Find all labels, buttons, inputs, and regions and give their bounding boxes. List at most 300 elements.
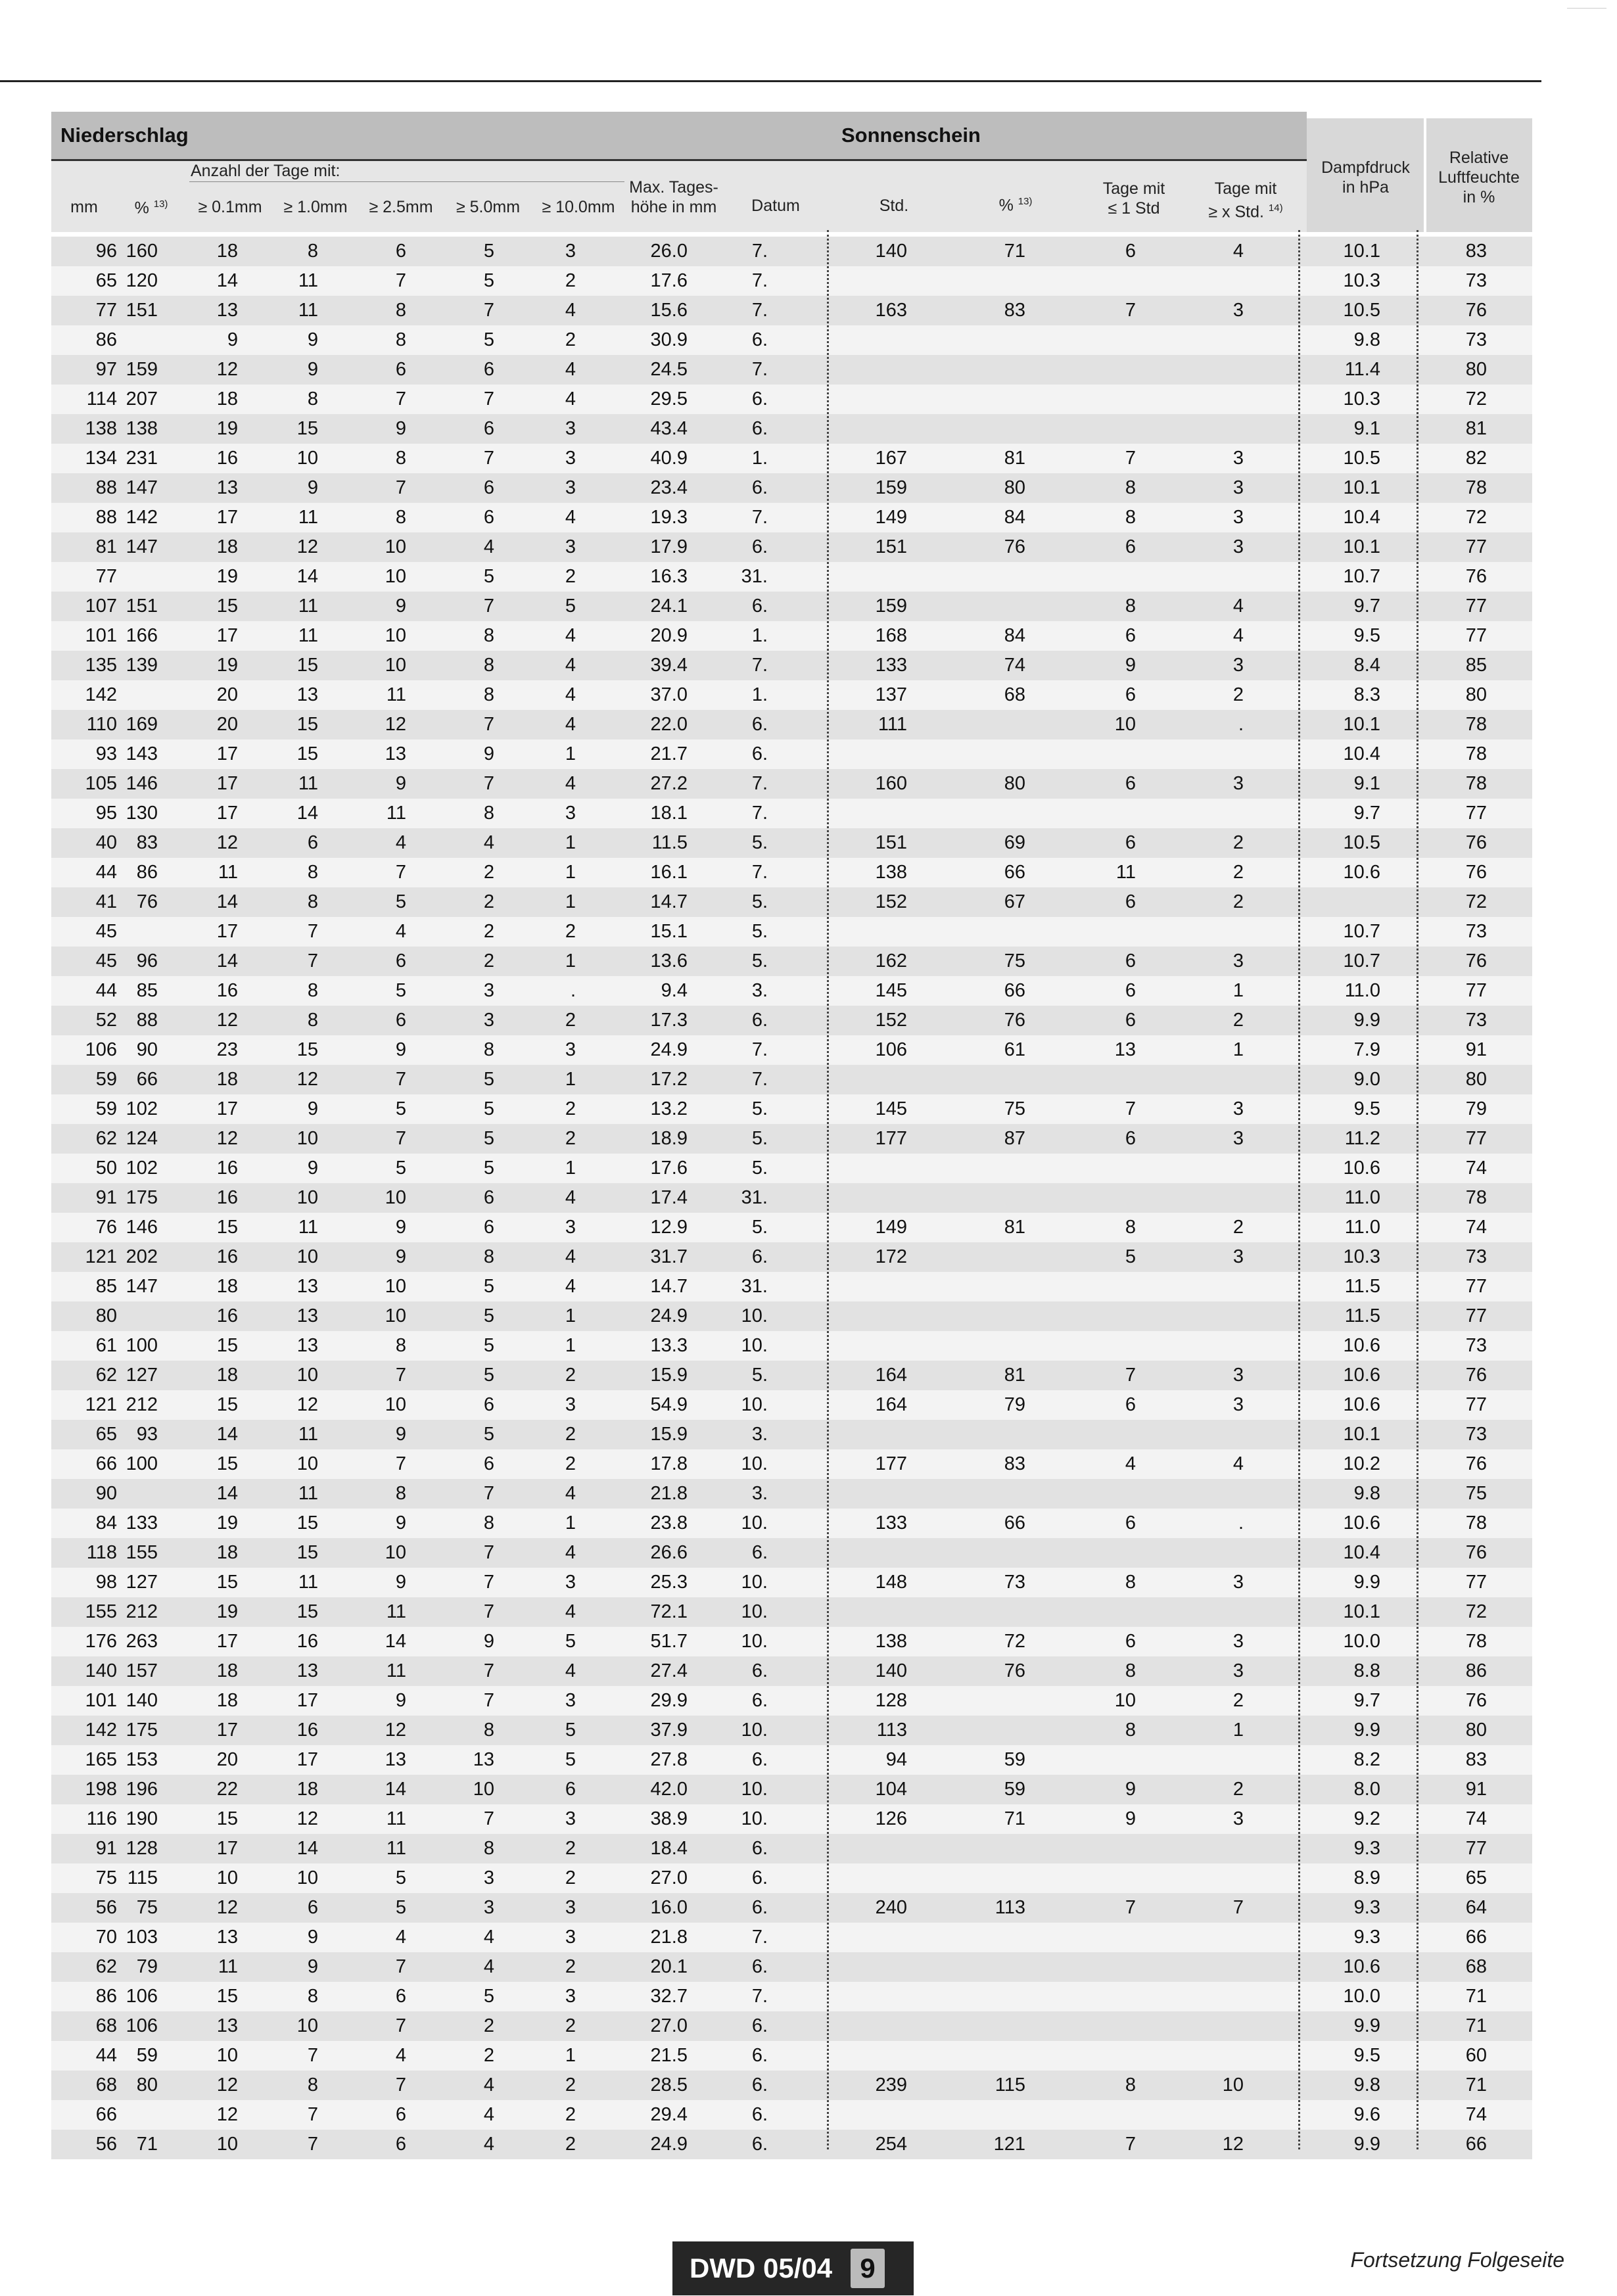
- cell-max: 72.1: [650, 1601, 688, 1622]
- cell-dampfdruck: 10.1: [1343, 241, 1380, 262]
- cell-datum: 7.: [751, 655, 768, 676]
- cell-tage-gex: 1: [1232, 1039, 1244, 1060]
- table-row: [51, 1449, 1532, 1479]
- cell-pct-sun: 76: [1004, 1010, 1025, 1031]
- cell-tage-gex: [1165, 2011, 1244, 2041]
- cell-ge1: 7: [307, 2104, 318, 2125]
- cell-datum: 7.: [751, 773, 768, 794]
- cell-tage-le1: 6: [1125, 1394, 1136, 1415]
- cell-datum: 6.: [751, 477, 768, 498]
- cell-pct: 83: [136, 832, 158, 853]
- cell-ge25: 9: [395, 1572, 406, 1593]
- cell-luftfeuchte: 73: [1465, 270, 1487, 291]
- cell-tage-le1: 8: [1125, 1660, 1136, 1681]
- cell-std: 172: [875, 1246, 907, 1267]
- cell-luftfeuchte: 73: [1465, 1010, 1487, 1031]
- cell-tage-le1: [1057, 1154, 1136, 1183]
- cell-dampfdruck: 10.0: [1343, 1986, 1380, 2007]
- cell-tage-le1: 4: [1125, 1453, 1136, 1474]
- cell-max: 54.9: [650, 1394, 688, 1415]
- cell-ge01: 15: [216, 1453, 238, 1474]
- cell-ge5: 7: [483, 1483, 494, 1504]
- cell-tage-le1: 8: [1125, 1217, 1136, 1238]
- cell-max: 27.4: [650, 1660, 688, 1681]
- cell-datum: 6.: [751, 596, 768, 617]
- cell-pct-sun: [940, 1183, 1025, 1213]
- cell-std: 164: [875, 1365, 907, 1386]
- cell-pct-sun: [940, 1923, 1025, 1952]
- cell-ge1: 15: [296, 418, 318, 439]
- cell-pct: 263: [126, 1631, 158, 1652]
- cell-std: 151: [875, 536, 907, 557]
- cell-tage-gex: [1165, 2041, 1244, 2071]
- cell-luftfeuchte: 72: [1465, 507, 1487, 528]
- cell-pct-sun: 80: [1004, 477, 1025, 498]
- cell-mm: 44: [95, 2045, 117, 2066]
- cell-pct-sun: 79: [1004, 1394, 1025, 1415]
- cell-std: 162: [875, 950, 907, 972]
- cell-dampfdruck: 7.9: [1353, 1039, 1380, 1060]
- cell-ge10: 1: [565, 2045, 576, 2066]
- cell-ge01: 18: [216, 388, 238, 410]
- cell-datum: 5.: [751, 950, 768, 972]
- cell-tage-le1: 8: [1125, 596, 1136, 617]
- cell-ge25: 9: [395, 773, 406, 794]
- cell-std: 145: [875, 1098, 907, 1119]
- cell-std: 151: [875, 832, 907, 853]
- cell-dampfdruck: [1288, 887, 1380, 917]
- cell-ge1: 9: [307, 1158, 318, 1179]
- cell-max: 24.9: [650, 2134, 688, 2155]
- cell-tage-gex: [1165, 1479, 1244, 1509]
- table-row: [51, 621, 1532, 651]
- table-row: [51, 1982, 1532, 2011]
- cell-pct: 175: [126, 1187, 158, 1208]
- cell-mm: 86: [95, 329, 117, 350]
- cell-ge01: 18: [216, 1365, 238, 1386]
- cell-ge1: 11: [298, 596, 318, 617]
- cell-ge1: 12: [296, 1808, 318, 1829]
- cell-tage-gex: 3: [1232, 507, 1244, 528]
- cell-max: 25.3: [650, 1572, 688, 1593]
- cell-ge01: 17: [216, 1098, 238, 1119]
- cell-max: 37.0: [650, 684, 688, 705]
- cell-tage-gex: [1165, 1863, 1244, 1893]
- cell-pct-sun: [940, 1716, 1025, 1745]
- cell-max: 21.7: [650, 743, 688, 764]
- cell-tage-gex: 2: [1232, 1690, 1244, 1711]
- cell-dampfdruck: 10.3: [1343, 270, 1380, 291]
- cell-dampfdruck: 9.7: [1353, 596, 1380, 617]
- cell-pct: 146: [126, 1217, 158, 1238]
- table-row: [51, 799, 1532, 828]
- cell-ge1: 11: [298, 1217, 318, 1238]
- cell-pct-sun: [940, 592, 1025, 621]
- cell-ge5: 8: [483, 1512, 494, 1534]
- cell-pct-sun: 76: [1004, 1660, 1025, 1681]
- cell-tage-le1: [1057, 414, 1136, 444]
- cell-luftfeuchte: 72: [1465, 1601, 1487, 1622]
- cell-tage-gex: 2: [1232, 1010, 1244, 1031]
- cell-luftfeuchte: 71: [1465, 2074, 1487, 2096]
- cell-datum: 1.: [751, 684, 768, 705]
- table-row: [51, 858, 1532, 887]
- header-tage-gex: Tage mit ≥ x Std. $^{14)}$: [1208, 179, 1283, 222]
- cell-std: 177: [875, 1128, 907, 1149]
- cell-tage-gex: 3: [1232, 300, 1244, 321]
- cell-ge5: 4: [483, 2104, 494, 2125]
- cell-ge10: 4: [565, 359, 576, 380]
- cell-ge5: 7: [483, 1572, 494, 1593]
- cell-luftfeuchte: 66: [1465, 1927, 1487, 1948]
- cell-mm: 116: [86, 1808, 117, 1829]
- cell-pct: 100: [126, 1335, 158, 1356]
- table-row: [51, 532, 1532, 562]
- cell-tage-gex: [1165, 2100, 1244, 2130]
- cell-ge10: 2: [565, 1838, 576, 1859]
- table-row: [51, 1775, 1532, 1804]
- cell-ge10: 4: [565, 625, 576, 646]
- cell-max: 13.6: [650, 950, 688, 972]
- table-row: [51, 1716, 1532, 1745]
- cell-ge1: 14: [296, 803, 318, 824]
- cell-tage-le1: 6: [1125, 684, 1136, 705]
- cell-ge25: 6: [395, 359, 406, 380]
- cell-ge25: 6: [395, 2134, 406, 2155]
- cell-datum: 6.: [751, 1542, 768, 1563]
- table-row: [51, 325, 1532, 355]
- cell-max: 21.8: [650, 1927, 688, 1948]
- cell-std: 133: [875, 1512, 907, 1534]
- cell-std: [822, 1183, 907, 1213]
- cell-dampfdruck: 10.1: [1343, 1424, 1380, 1445]
- cell-pct: 212: [126, 1394, 158, 1415]
- header-luftfeuchte: Relative Luftfeuchte in %: [1438, 149, 1520, 206]
- cell-ge10: 3: [565, 1039, 576, 1060]
- cell-tage-gex: [1165, 266, 1244, 296]
- cell-ge1: 14: [296, 566, 318, 587]
- cell-ge10: 3: [565, 448, 576, 469]
- table-row: [51, 592, 1532, 621]
- cell-mm: 59: [95, 1098, 117, 1119]
- cell-ge1: 17: [296, 1690, 318, 1711]
- cell-max: 24.5: [650, 359, 688, 380]
- cell-ge5: 6: [483, 507, 494, 528]
- cell-mm: 50: [95, 1158, 117, 1179]
- cell-tage-le1: 6: [1125, 832, 1136, 853]
- cell-ge10: 3: [565, 1690, 576, 1711]
- cell-luftfeuchte: 77: [1465, 1305, 1487, 1326]
- cell-ge5: 5: [483, 1986, 494, 2007]
- cell-ge01: 14: [216, 1483, 238, 1504]
- cell-datum: 10.: [741, 1394, 768, 1415]
- cell-tage-le1: [1057, 1538, 1136, 1568]
- cell-luftfeuchte: 74: [1465, 1158, 1487, 1179]
- header-ge5: ≥ 5.0mm: [456, 198, 521, 216]
- table-row: [51, 976, 1532, 1006]
- cell-pct: [99, 562, 158, 592]
- cell-mm: 44: [95, 862, 117, 883]
- cell-ge10: 1: [565, 891, 576, 912]
- cell-ge01: 15: [216, 1572, 238, 1593]
- cell-std: 145: [875, 980, 907, 1001]
- table-row: [51, 917, 1532, 947]
- cell-pct: 155: [126, 1542, 158, 1563]
- table-row: [51, 680, 1532, 710]
- cell-pct-sun: [940, 799, 1025, 828]
- cell-pct-sun: 71: [1004, 241, 1025, 262]
- cell-tage-gex: 3: [1232, 655, 1244, 676]
- table-row: [51, 296, 1532, 325]
- cell-ge01: 17: [216, 1838, 238, 1859]
- footer-badge: [672, 2241, 914, 2295]
- cell-datum: 1.: [751, 625, 768, 646]
- cell-ge5: 7: [483, 448, 494, 469]
- cell-ge01: 13: [216, 477, 238, 498]
- cell-ge10: 1: [565, 950, 576, 972]
- cell-luftfeuchte: 72: [1465, 891, 1487, 912]
- cell-tage-le1: [1057, 1745, 1136, 1775]
- cell-std: [822, 2041, 907, 2071]
- table-row: [51, 739, 1532, 769]
- cell-dampfdruck: 11.5: [1344, 1276, 1380, 1297]
- cell-luftfeuchte: 76: [1465, 950, 1487, 972]
- cell-ge10: 1: [565, 1512, 576, 1534]
- cell-pct: 93: [136, 1424, 158, 1445]
- cell-dampfdruck: 11.2: [1344, 1128, 1380, 1149]
- cell-luftfeuchte: 77: [1465, 1394, 1487, 1415]
- cell-tage-gex: [1165, 1745, 1244, 1775]
- separator-niederschlag-sonnenschein: [827, 230, 829, 2149]
- cell-std: [822, 1952, 907, 1982]
- cell-ge01: 17: [216, 1631, 238, 1652]
- cell-pct-sun: [940, 1065, 1025, 1094]
- cell-pct-sun: [940, 1242, 1025, 1272]
- cell-max: 51.7: [650, 1631, 688, 1652]
- cell-ge5: 3: [483, 1897, 494, 1918]
- cell-datum: 5.: [751, 832, 768, 853]
- cell-luftfeuchte: 76: [1465, 1542, 1487, 1563]
- cell-pct: 146: [126, 773, 158, 794]
- cell-max: 13.2: [650, 1098, 688, 1119]
- cell-ge25: 5: [395, 1098, 406, 1119]
- cell-tage-gex: [1165, 1183, 1244, 1213]
- cell-tage-le1: 6: [1125, 1631, 1136, 1652]
- cell-ge5: 6: [483, 1394, 494, 1415]
- cell-ge25: 10: [385, 536, 406, 557]
- cell-datum: 7.: [751, 1986, 768, 2007]
- cell-ge01: 16: [216, 1187, 238, 1208]
- cell-ge1: 13: [296, 1276, 318, 1297]
- cell-tage-le1: 5: [1125, 1246, 1136, 1267]
- cell-max: 42.0: [650, 1779, 688, 1800]
- cell-tage-le1: [1057, 355, 1136, 385]
- cell-ge5: 4: [483, 536, 494, 557]
- cell-pct-sun: 81: [1004, 1217, 1025, 1238]
- cell-ge5: 6: [483, 1187, 494, 1208]
- cell-ge5: 2: [483, 862, 494, 883]
- cell-dampfdruck: 10.7: [1343, 566, 1380, 587]
- cell-pct: 106: [126, 2015, 158, 2036]
- cell-std: 239: [875, 2074, 907, 2096]
- cell-tage-le1: 7: [1125, 1098, 1136, 1119]
- cell-max: 26.6: [650, 1542, 688, 1563]
- cell-luftfeuchte: 74: [1465, 1808, 1487, 1829]
- cell-mm: 59: [95, 1069, 117, 1090]
- table-row: [51, 1804, 1532, 1834]
- header-ge01: ≥ 0.1mm: [198, 198, 262, 216]
- cell-mm: 165: [85, 1749, 117, 1770]
- cell-dampfdruck: 10.5: [1343, 832, 1380, 853]
- cell-std: [822, 1065, 907, 1094]
- cell-mm: 142: [85, 684, 117, 705]
- cell-dampfdruck: 10.6: [1343, 1158, 1380, 1179]
- cell-mm: 65: [95, 270, 117, 291]
- cell-max: 14.7: [650, 891, 688, 912]
- cell-datum: 6.: [751, 1749, 768, 1770]
- cell-pct: 147: [126, 1276, 158, 1297]
- cell-max: 18.1: [650, 803, 688, 824]
- cell-pct: 128: [126, 1838, 158, 1859]
- cell-datum: 7.: [751, 1069, 768, 1090]
- cell-mm: 176: [85, 1631, 117, 1652]
- cell-ge25: 8: [395, 300, 406, 321]
- cell-tage-gex: [1165, 325, 1244, 355]
- cell-std: 149: [875, 1217, 907, 1238]
- cell-luftfeuchte: 64: [1465, 1897, 1487, 1918]
- cell-tage-gex: [1165, 1982, 1244, 2011]
- cell-ge10: 4: [565, 388, 576, 410]
- cell-ge10: 3: [565, 803, 576, 824]
- cell-ge01: 17: [216, 507, 238, 528]
- cell-tage-le1: [1057, 1479, 1136, 1509]
- cell-pct: 151: [126, 596, 158, 617]
- cell-ge10: 3: [565, 1394, 576, 1415]
- cell-ge25: 8: [395, 329, 406, 350]
- cell-ge10: 4: [565, 1660, 576, 1681]
- cell-std: [822, 385, 907, 414]
- cell-mm: 134: [85, 448, 117, 469]
- cell-ge5: 2: [483, 891, 494, 912]
- cell-ge25: 7: [395, 388, 406, 410]
- cell-ge5: 6: [483, 1217, 494, 1238]
- cell-luftfeuchte: 78: [1465, 1187, 1487, 1208]
- cell-tage-le1: 8: [1125, 477, 1136, 498]
- cell-ge1: 18: [296, 1779, 318, 1800]
- cell-std: [822, 1834, 907, 1863]
- cell-datum: 10.: [741, 1631, 768, 1652]
- cell-ge5: 7: [483, 1601, 494, 1622]
- cell-max: 24.9: [650, 1039, 688, 1060]
- cell-ge25: 7: [395, 1453, 406, 1474]
- cell-std: 148: [875, 1572, 907, 1593]
- cell-luftfeuchte: 77: [1465, 803, 1487, 824]
- cell-dampfdruck: 11.4: [1344, 359, 1380, 380]
- cell-ge10: 4: [565, 1246, 576, 1267]
- cell-max: 29.4: [650, 2104, 688, 2125]
- cell-ge01: 12: [216, 2104, 238, 2125]
- cell-tage-le1: [1057, 1301, 1136, 1331]
- cell-pct: 103: [126, 1927, 158, 1948]
- cell-ge01: 19: [216, 1601, 238, 1622]
- cell-pct-sun: 87: [1004, 1128, 1025, 1149]
- cell-pct: 66: [136, 1069, 158, 1090]
- cell-mm: 91: [95, 1187, 117, 1208]
- table-row: [51, 1745, 1532, 1775]
- table-row: [51, 1331, 1532, 1361]
- cell-ge10: 2: [565, 1365, 576, 1386]
- cell-mm: 76: [95, 1217, 117, 1238]
- cell-ge10: 4: [565, 714, 576, 735]
- cell-tage-gex: 1: [1232, 1720, 1244, 1741]
- table-row: [51, 1686, 1532, 1716]
- cell-pct: 71: [136, 2134, 158, 2155]
- cell-ge10: 1: [565, 832, 576, 853]
- cell-pct-sun: 66: [1004, 1512, 1025, 1534]
- cell-ge25: 11: [386, 803, 406, 824]
- cell-ge5: 4: [483, 832, 494, 853]
- cell-mm: 98: [95, 1572, 117, 1593]
- header-ge25: ≥ 2.5mm: [369, 198, 433, 216]
- cell-ge1: 11: [298, 1483, 318, 1504]
- cell-pct: 151: [126, 300, 158, 321]
- cell-tage-gex: 3: [1232, 1631, 1244, 1652]
- cell-ge1: 9: [307, 329, 318, 350]
- cell-dampfdruck: 10.1: [1343, 1601, 1380, 1622]
- cell-luftfeuchte: 83: [1465, 1749, 1487, 1770]
- cell-max: 17.2: [650, 1069, 688, 1090]
- cell-std: [822, 266, 907, 296]
- cell-mm: 80: [95, 1305, 117, 1326]
- cell-max: 9.4: [661, 980, 688, 1001]
- cell-datum: 31.: [741, 1276, 768, 1297]
- table-row: [51, 1627, 1532, 1656]
- cell-ge10: 5: [565, 1631, 576, 1652]
- cell-ge5: 4: [483, 1956, 494, 1977]
- cell-luftfeuchte: 75: [1465, 1483, 1487, 1504]
- cell-ge5: 5: [483, 1069, 494, 1090]
- cell-mm: 101: [85, 1690, 117, 1711]
- table-row: [51, 1006, 1532, 1035]
- cell-ge1: 9: [307, 477, 318, 498]
- cell-max: 15.9: [650, 1424, 688, 1445]
- cell-ge01: 18: [216, 536, 238, 557]
- cell-ge1: 7: [307, 950, 318, 972]
- cell-ge1: 9: [307, 1098, 318, 1119]
- cell-ge10: 2: [565, 566, 576, 587]
- cell-max: 20.1: [650, 1956, 688, 1977]
- cell-datum: 7.: [751, 270, 768, 291]
- cell-ge5: 8: [483, 625, 494, 646]
- cell-pct: 120: [126, 270, 158, 291]
- cell-pct: 157: [126, 1660, 158, 1681]
- cell-tage-le1: 6: [1125, 1512, 1136, 1534]
- cell-pct: 115: [127, 1867, 158, 1888]
- cell-luftfeuchte: 73: [1465, 1246, 1487, 1267]
- cell-tage-le1: 6: [1125, 980, 1136, 1001]
- cell-mm: 106: [85, 1039, 117, 1060]
- cell-mm: 121: [85, 1246, 117, 1267]
- cell-ge01: 13: [216, 1927, 238, 1948]
- cell-pct: [99, 1301, 158, 1331]
- cell-std: [822, 1272, 907, 1301]
- cell-tage-le1: 10: [1114, 714, 1136, 735]
- cell-mm: 66: [95, 1453, 117, 1474]
- cell-ge10: 2: [565, 1867, 576, 1888]
- cell-pct: 76: [136, 891, 158, 912]
- cell-ge10: 4: [565, 507, 576, 528]
- cell-ge5: 6: [483, 477, 494, 498]
